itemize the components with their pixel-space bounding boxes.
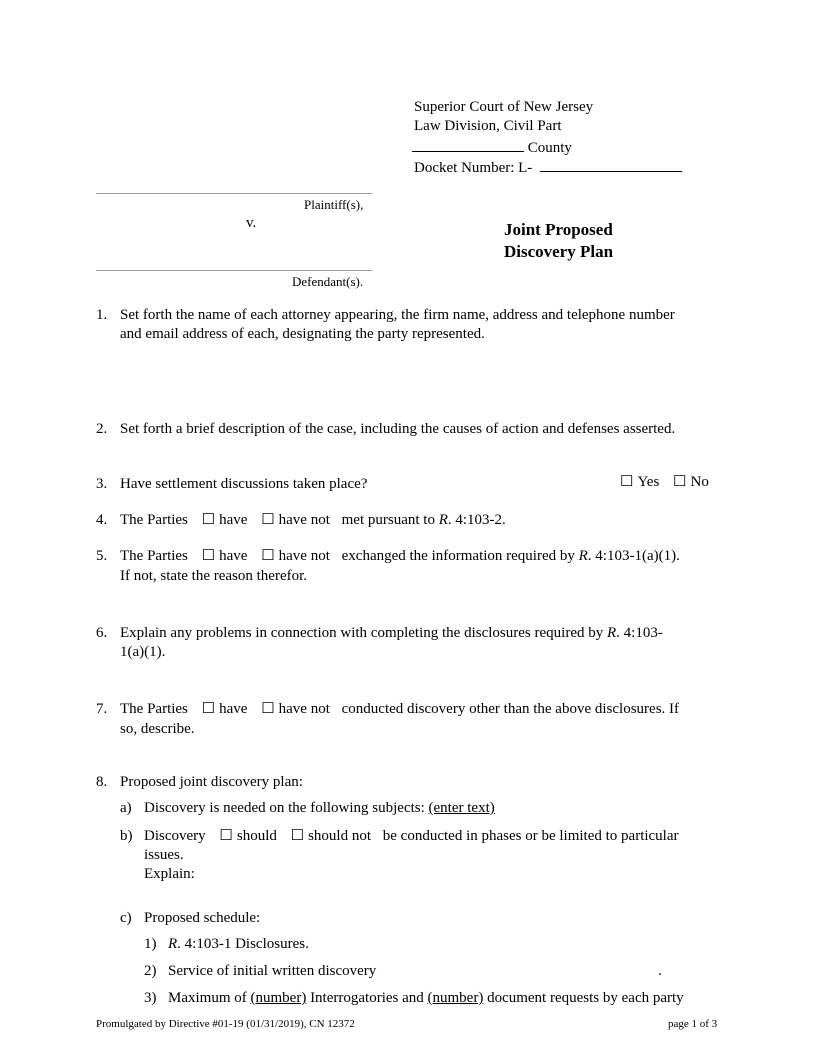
question-number: 6. [96, 625, 108, 641]
have-not-label: have not [278, 512, 330, 528]
question-3-options [610, 473, 709, 491]
question-3 [96, 475, 367, 493]
question-1-text: Set forth the name of each attorney appearing, the firm name, address and telephone number [120, 307, 675, 323]
question-7-text: conducted discovery other than the above disclosures. If [341, 701, 680, 717]
question-7 [96, 700, 679, 718]
document-title-line2: Discovery Plan [504, 242, 614, 261]
item-label: 2) [144, 963, 157, 979]
question-8-text: Proposed joint discovery plan: [120, 774, 303, 790]
should-not-checkbox[interactable]: ☐ [290, 828, 305, 844]
question-number: 7. [96, 701, 108, 717]
question-number: 5. [96, 548, 108, 564]
rule-number: . 4:103-1(a)(1). [587, 548, 680, 564]
schedule-item-3 [144, 989, 684, 1007]
should-checkbox[interactable]: ☐ [219, 828, 233, 844]
court-name: Superior Court of New Jersey [414, 99, 594, 115]
no-checkbox[interactable]: ☐ [673, 474, 687, 490]
have-not-checkbox[interactable]: ☐ [261, 701, 275, 717]
question-number: 8. [96, 774, 108, 790]
question-8b-text: be conducted in phases or be limited to particular [382, 828, 679, 844]
have-label: have [219, 548, 248, 564]
question-4-text: met pursuant to [341, 512, 439, 528]
have-checkbox[interactable]: ☐ [201, 512, 216, 528]
rule-number: . 4:103- [616, 625, 663, 641]
defendant-label: Defendant(s). [292, 274, 364, 289]
docket-line [414, 157, 682, 177]
question-4 [96, 511, 506, 529]
rule-ref: R [606, 625, 617, 641]
court-division: Law Division, Civil Part [414, 118, 562, 134]
question-8a-text: Discovery is needed on the following subjects: [144, 800, 429, 816]
versus-label: v. [246, 215, 257, 231]
question-8c [120, 909, 260, 927]
have-not-checkbox[interactable]: ☐ [261, 512, 275, 528]
have-label: have [219, 701, 248, 717]
question-1 [96, 306, 675, 324]
parties-label: The Parties [120, 548, 188, 564]
question-8b [120, 827, 679, 845]
schedule-item-3-text-end: document requests by each party [483, 990, 684, 1006]
document-requests-number-field[interactable]: (number) [427, 990, 484, 1006]
rule-ref: R [168, 936, 178, 952]
question-number: 4. [96, 512, 108, 528]
rule-number: . 4:103-2. [447, 512, 506, 528]
defendant-line[interactable] [96, 270, 372, 271]
question-6-text: Explain any problems in connection with completing the disclosures required by [120, 625, 607, 641]
question-8 [96, 773, 303, 791]
question-number: 2. [96, 421, 108, 437]
question-5 [96, 547, 680, 565]
docket-label: Docket Number: L- [414, 160, 533, 176]
footer-page-number: page 1 of 3 [668, 1018, 718, 1030]
schedule-item-2 [144, 962, 376, 980]
have-not-label: have not [278, 701, 330, 717]
have-not-checkbox[interactable]: ☐ [261, 548, 275, 564]
explain-label: Explain: [144, 866, 195, 882]
have-checkbox[interactable]: ☐ [201, 548, 216, 564]
question-6-text-line2: 1(a)(1). [120, 644, 166, 660]
discovery-label: Discovery [144, 828, 206, 844]
rule-ref: R [438, 512, 448, 528]
schedule-item-1-text: . 4:103-1 Disclosures. [177, 936, 309, 952]
should-not-label: should not [308, 828, 372, 844]
plaintiff-line[interactable] [96, 193, 372, 194]
item-label: 3) [144, 990, 157, 1006]
schedule-item-2-end: . [658, 963, 662, 979]
question-8a [120, 799, 495, 817]
yes-label: Yes [637, 474, 660, 490]
footer-directive: Promulgated by Directive #01-19 (01/31/2019), CN 12372 [96, 1018, 355, 1030]
question-2-text: Set forth a brief description of the case, including the causes of action and defenses asserted. [120, 421, 676, 437]
schedule-item-2-text: Service of initial written discovery [168, 963, 377, 979]
schedule-item-1 [144, 935, 309, 953]
county-label: County [527, 140, 572, 156]
question-5-text-line2: If not, state the reason therefor. [120, 568, 308, 584]
plaintiff-label: Plaintiff(s), [304, 197, 364, 212]
should-label: should [236, 828, 277, 844]
have-not-label: have not [278, 548, 330, 564]
document-title-line1: Joint Proposed [504, 220, 613, 239]
question-7-text-line2: so, describe. [120, 721, 195, 737]
question-8b-line2: issues. [144, 847, 184, 863]
question-8c-text: Proposed schedule: [144, 910, 261, 926]
question-number: 1. [96, 307, 108, 323]
item-label: b) [120, 828, 133, 844]
question-number: 3. [96, 476, 108, 492]
enter-text-field[interactable]: (enter text) [428, 800, 495, 816]
question-3-text: Have settlement discussions taken place? [120, 476, 368, 492]
schedule-item-3-text-mid: Interrogatories and [306, 990, 428, 1006]
question-6 [96, 624, 663, 642]
item-label: 1) [144, 936, 157, 952]
have-label: have [219, 512, 248, 528]
question-1-text-line2: and email address of each, designating the party represented. [120, 326, 485, 342]
parties-label: The Parties [120, 512, 188, 528]
schedule-item-3-text: Maximum of [168, 990, 251, 1006]
question-2 [96, 420, 675, 438]
item-label: c) [120, 910, 132, 926]
county-blank[interactable] [412, 137, 524, 152]
interrogatories-number-field[interactable]: (number) [250, 990, 307, 1006]
rule-ref: R [578, 548, 588, 564]
have-checkbox[interactable]: ☐ [201, 701, 216, 717]
question-5-text: exchanged the information required by [341, 548, 579, 564]
item-label: a) [120, 800, 132, 816]
yes-checkbox[interactable]: ☐ [620, 474, 634, 490]
docket-blank[interactable] [540, 157, 682, 172]
county-line [412, 137, 572, 157]
parties-label: The Parties [120, 701, 188, 717]
no-label: No [690, 474, 709, 490]
